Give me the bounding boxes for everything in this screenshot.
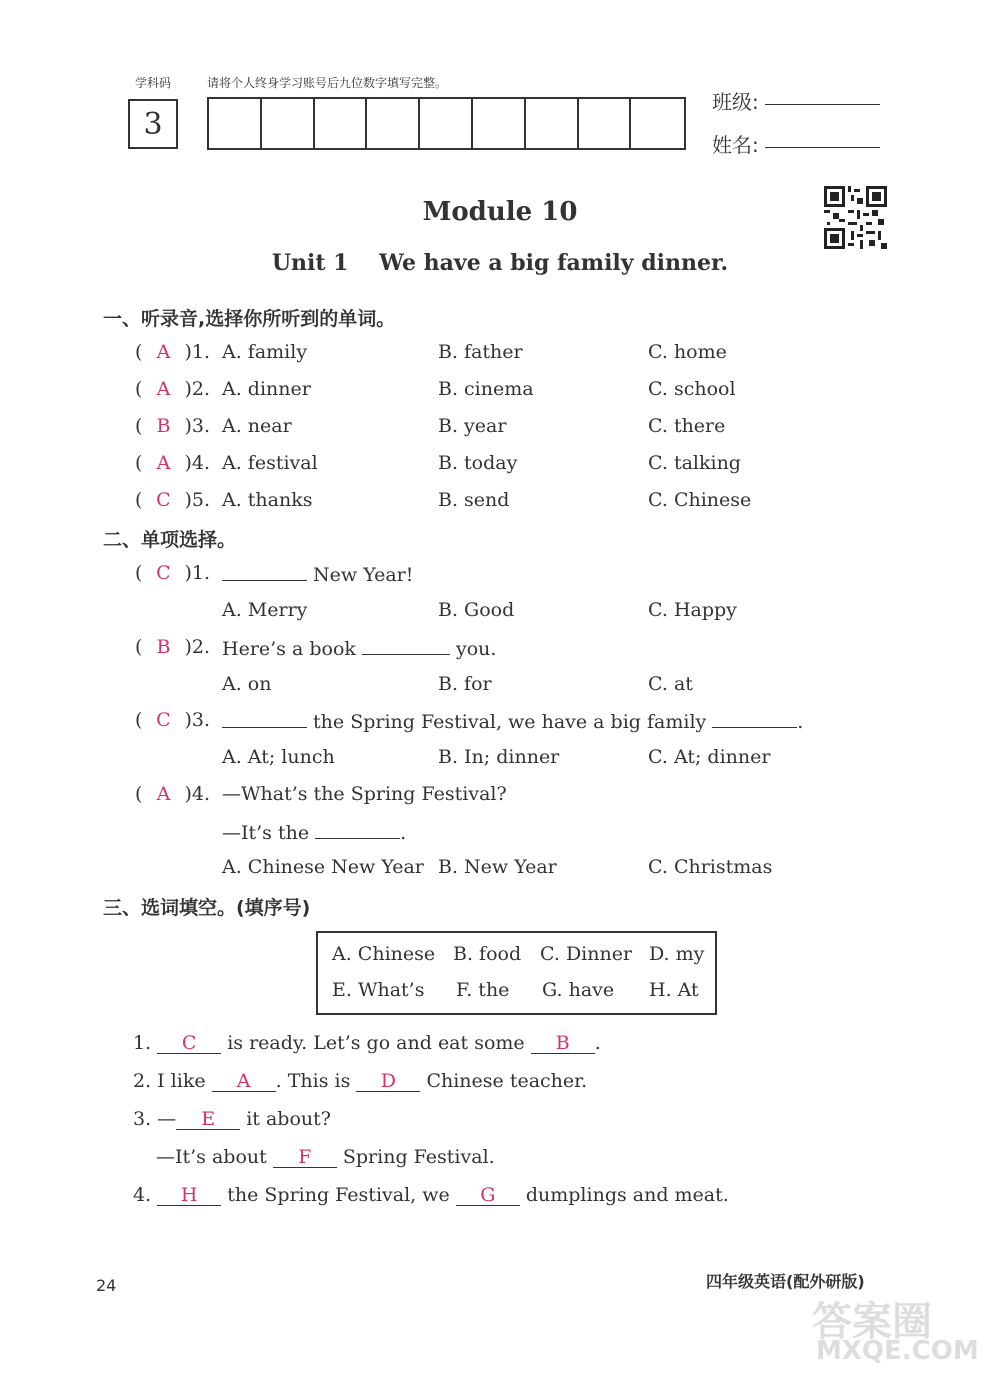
option-b: B. father bbox=[438, 341, 523, 363]
reply-text bbox=[222, 820, 406, 844]
sentence-text: Spring Festival. bbox=[342, 1146, 495, 1168]
watermark-logo: 答案圈 bbox=[812, 1299, 932, 1345]
answer-mark: A bbox=[156, 341, 171, 363]
class-label: 班级: bbox=[712, 90, 759, 114]
answer-blank[interactable] bbox=[362, 636, 450, 655]
fill-blank[interactable]: A bbox=[212, 1071, 276, 1092]
option-b: B. In; dinner bbox=[438, 746, 560, 768]
name-field[interactable] bbox=[765, 147, 880, 148]
option-b: B. send bbox=[438, 489, 510, 511]
item-number: 1. bbox=[133, 1032, 152, 1054]
item-number: )1. bbox=[184, 562, 211, 584]
word-option: E. What’s bbox=[332, 979, 425, 1001]
question-end: . bbox=[797, 711, 804, 733]
option-b: B. for bbox=[438, 673, 492, 695]
list-item: ( A )1. bbox=[135, 341, 211, 363]
watermark-url: MXQE.COM bbox=[816, 1336, 979, 1366]
item-number: 2. I like bbox=[133, 1070, 206, 1092]
answer-mark: A bbox=[156, 378, 171, 400]
word-option: C. Dinner bbox=[540, 943, 633, 965]
option-c: C. at bbox=[648, 673, 693, 695]
list-item: ( C )3. bbox=[135, 709, 211, 731]
option-c: C. Chinese bbox=[648, 489, 752, 511]
question-text bbox=[222, 562, 413, 586]
reply-head: —It’s the bbox=[222, 822, 310, 844]
reply-end: . bbox=[400, 822, 407, 844]
option-a: A. festival bbox=[222, 452, 318, 474]
list-item: ( C )1. bbox=[135, 562, 211, 584]
account-digit-boxes[interactable] bbox=[207, 97, 686, 150]
answer-mark: C bbox=[156, 489, 171, 511]
option-b: B. Good bbox=[438, 599, 515, 621]
list-item: ( C )5. bbox=[135, 489, 211, 511]
item-number: )2. bbox=[184, 636, 211, 658]
digit-cell[interactable] bbox=[473, 99, 526, 148]
page-number: 24 bbox=[96, 1276, 117, 1295]
answer-blank[interactable] bbox=[222, 562, 307, 581]
name-label: 姓名: bbox=[712, 133, 759, 157]
option-c: C. Happy bbox=[648, 599, 737, 621]
list-item: ( A )2. bbox=[135, 378, 211, 400]
digit-cell[interactable] bbox=[367, 99, 420, 148]
word-bank-box bbox=[316, 931, 717, 1015]
sentence-text: Chinese teacher. bbox=[426, 1070, 588, 1092]
section1-title: 一、听录音,选择你所听到的单词。 bbox=[103, 308, 396, 330]
sentence-text: it about? bbox=[246, 1108, 331, 1130]
list-item: ( B )2. bbox=[135, 636, 211, 658]
question-text bbox=[222, 636, 496, 660]
digit-cell[interactable] bbox=[579, 99, 632, 148]
item-number: )2. bbox=[184, 378, 211, 400]
option-b: B. New Year bbox=[438, 856, 557, 878]
option-c: C. school bbox=[648, 378, 736, 400]
question-text bbox=[222, 709, 803, 733]
list-item: ( A )4. bbox=[135, 452, 211, 474]
answer-mark: C bbox=[156, 562, 171, 584]
fill-sentence-4 bbox=[133, 1184, 729, 1206]
sentence-text: —It’s about bbox=[156, 1146, 267, 1168]
digit-cell[interactable] bbox=[209, 99, 262, 148]
fill-blank[interactable]: C bbox=[157, 1033, 221, 1054]
instruction-text: 请将个人终身学习账号后九位数字填写完整。 bbox=[207, 76, 448, 90]
fill-blank[interactable]: D bbox=[356, 1071, 420, 1092]
fill-sentence-3-reply bbox=[156, 1146, 495, 1168]
fill-blank[interactable]: B bbox=[531, 1033, 595, 1054]
word-option: G. have bbox=[542, 979, 615, 1001]
fill-sentence-2 bbox=[133, 1070, 587, 1092]
fill-blank[interactable]: G bbox=[456, 1185, 520, 1206]
module-title: Module 10 bbox=[422, 197, 578, 227]
list-item: ( A )4. bbox=[135, 783, 211, 805]
sentence-text: . This is bbox=[275, 1070, 351, 1092]
question-tail: New Year! bbox=[313, 564, 414, 586]
option-a: A. At; lunch bbox=[222, 746, 335, 768]
option-a: A. on bbox=[222, 673, 272, 695]
option-a: A. near bbox=[222, 415, 292, 437]
answer-mark: A bbox=[156, 452, 171, 474]
option-a: A. Merry bbox=[222, 599, 308, 621]
answer-mark: B bbox=[156, 636, 171, 658]
fill-blank[interactable]: E bbox=[176, 1109, 240, 1130]
option-a: A. family bbox=[222, 341, 308, 363]
digit-cell[interactable] bbox=[262, 99, 315, 148]
answer-mark: A bbox=[156, 783, 171, 805]
option-c: C. talking bbox=[648, 452, 741, 474]
question-head: Here’s a book bbox=[222, 638, 356, 660]
fill-blank[interactable]: F bbox=[273, 1147, 337, 1168]
item-number: )4. bbox=[184, 452, 211, 474]
list-item: ( B )3. bbox=[135, 415, 211, 437]
option-c: C. Christmas bbox=[648, 856, 773, 878]
option-a: A. Chinese New Year bbox=[222, 856, 424, 878]
word-option: D. my bbox=[649, 943, 705, 965]
item-number: )1. bbox=[184, 341, 211, 363]
option-b: B. today bbox=[438, 452, 518, 474]
option-c: C. there bbox=[648, 415, 726, 437]
item-number: )4. bbox=[184, 783, 211, 805]
word-option: B. food bbox=[453, 943, 522, 965]
option-c: C. At; dinner bbox=[648, 746, 771, 768]
class-field[interactable] bbox=[765, 104, 880, 105]
question-text: —What’s the Spring Festival? bbox=[222, 783, 507, 805]
section2-title: 二、单项选择。 bbox=[103, 529, 237, 551]
item-number: )3. bbox=[184, 709, 211, 731]
fill-blank[interactable]: H bbox=[157, 1185, 221, 1206]
answer-blank[interactable] bbox=[222, 709, 307, 728]
digit-cell[interactable] bbox=[315, 99, 368, 148]
option-b: B. cinema bbox=[438, 378, 534, 400]
option-a: A. dinner bbox=[222, 378, 311, 400]
item-number: 4. bbox=[133, 1184, 152, 1206]
subject-code-box bbox=[128, 99, 178, 149]
answer-blank[interactable] bbox=[712, 709, 797, 728]
digit-cell[interactable] bbox=[420, 99, 473, 148]
section3-title: 三、选词填空。(填序号) bbox=[103, 897, 311, 919]
option-c: C. home bbox=[648, 341, 727, 363]
fill-sentence-3 bbox=[133, 1108, 331, 1130]
digit-cell[interactable] bbox=[631, 99, 684, 148]
item-number: 3. — bbox=[133, 1108, 177, 1130]
question-middle: the Spring Festival, we have a big family bbox=[313, 711, 707, 733]
word-option: H. At bbox=[649, 979, 699, 1001]
option-a: A. thanks bbox=[222, 489, 313, 511]
unit-title: Unit 1 We have a big family dinner. bbox=[271, 250, 729, 276]
item-number: )5. bbox=[184, 489, 211, 511]
word-option: F. the bbox=[456, 979, 510, 1001]
subject-code-label: 学科码 bbox=[135, 76, 172, 90]
answer-mark: C bbox=[156, 709, 171, 731]
sentence-text: . bbox=[594, 1032, 601, 1054]
item-number: )3. bbox=[184, 415, 211, 437]
sentence-text: the Spring Festival, we bbox=[227, 1184, 450, 1206]
question-tail: you. bbox=[455, 638, 497, 660]
subject-code-value: 3 bbox=[143, 106, 163, 142]
sentence-text: dumplings and meat. bbox=[525, 1184, 729, 1206]
answer-mark: B bbox=[156, 415, 171, 437]
answer-blank[interactable] bbox=[315, 820, 400, 839]
book-title: 四年级英语(配外研版) bbox=[706, 1272, 865, 1291]
digit-cell[interactable] bbox=[526, 99, 579, 148]
word-option: A. Chinese bbox=[332, 943, 436, 965]
sentence-text: is ready. Let’s go and eat some bbox=[227, 1032, 525, 1054]
fill-sentence-1 bbox=[133, 1032, 601, 1054]
option-b: B. year bbox=[438, 415, 507, 437]
